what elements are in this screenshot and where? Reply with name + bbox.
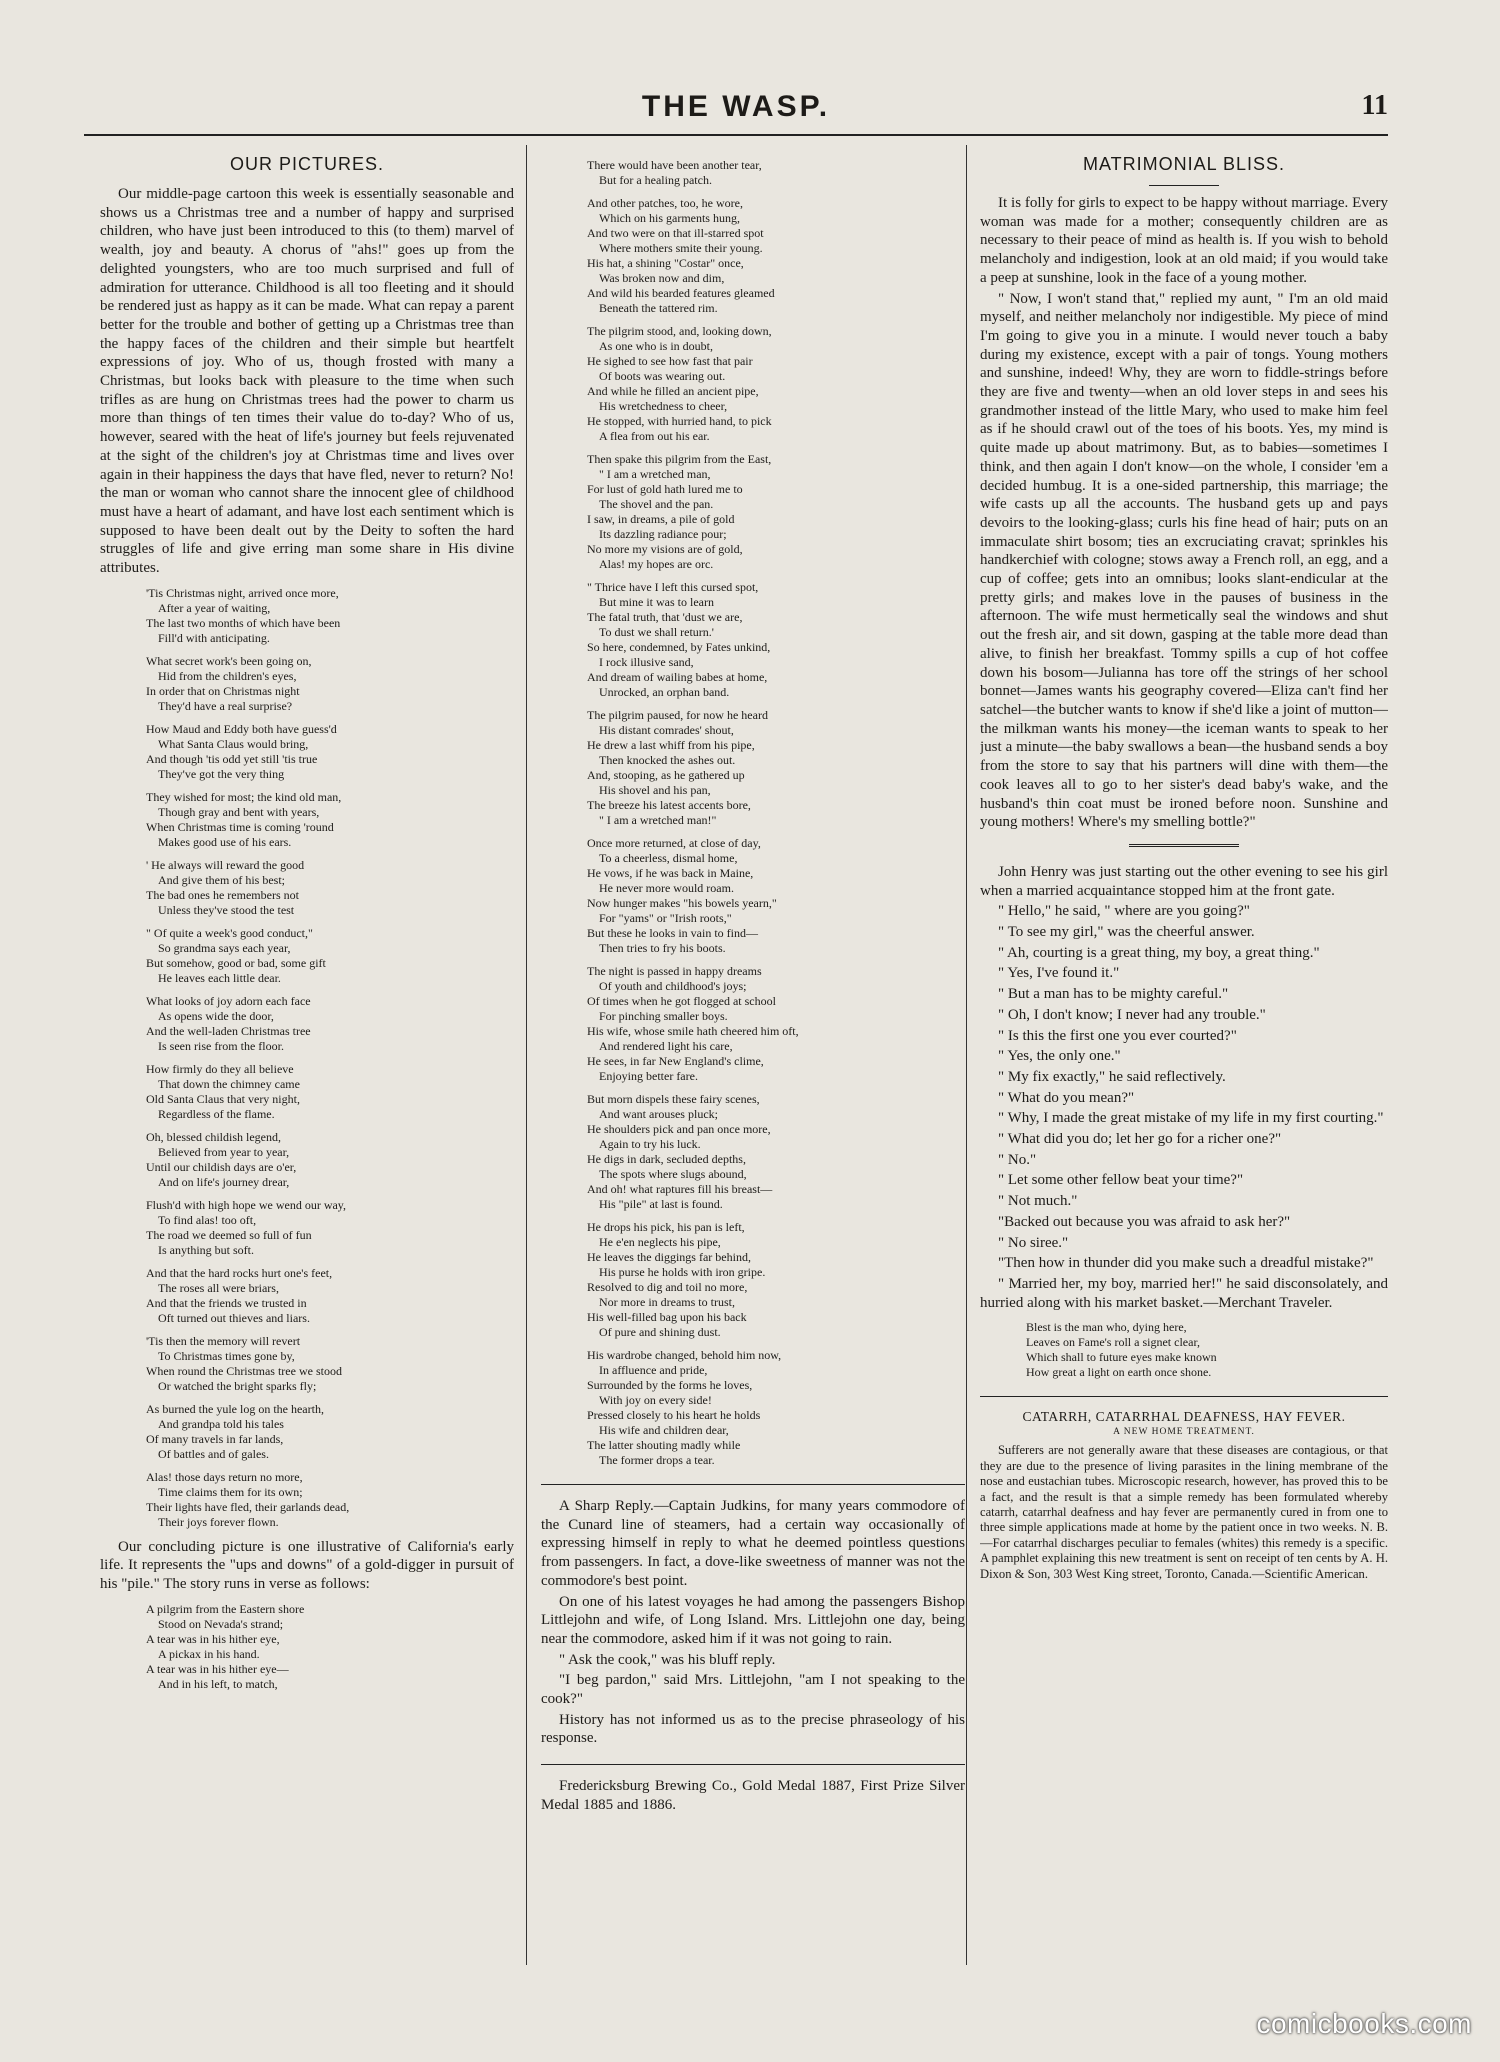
our-pictures-intro: Our middle-page cartoon this week is essentially seasonable and shows us a Christmas tree and a number of happy and surprised children, who have just been introduced to this (to them) marvel of wealth, joy and beauty. A chorus of "ahs!" goes up from the delighted youngsters, who are too much surprised and full of admiration for utterance. Childhood is all too fleeting and it should be rendered just as happy as it can be made. What can repay a parent better for the trouble and bother of getting up a Christmas tree than the happy faces of the children and their simple but heartfelt expressions of joy. Who of us, though frosted with many a Christmas, but looks back with pleasure to the time when such trifles as are hung on Christmas trees had the power to charm us more than things of ten times their value do to-day? Who of us, however, seared with the heat of life's journey but feels rejuvenated at the sight of the children's joy at Christmas time and lives over again in their happiness the days that have fled, never to return? No! the man or woman who cannot share the innocent glee of childhood must have a heart of adamant, and have lost each sentiment which is supposed to have been dealt out by the Deity to soften the hard struggles of life and give erring man some share in His divine attributes. [100, 186, 514, 577]
sharp-reply-para: " Ask the cook," was his bluff reply. [559, 1651, 776, 1668]
verse-line: Unless they've stood the test [158, 902, 295, 917]
verse-line: ' He always will reward the good [146, 857, 305, 872]
verse-line: " Thrice have I left this cursed spot, [587, 580, 759, 594]
verse-line: But these he looks in vain to find— [587, 926, 758, 940]
verse-line: To Christmas times gone by, [158, 1348, 295, 1363]
verse-line: To find alas! too oft, [158, 1212, 257, 1227]
verse-line: For lust of gold hath lured me to [587, 482, 743, 496]
column-1 [100, 150, 514, 1980]
stanza [587, 1220, 965, 1340]
verse-line: As burned the yule log on the hearth, [146, 1401, 324, 1416]
verse-line: His well-filled bag upon his back [587, 1310, 747, 1324]
stanza [587, 324, 965, 444]
stanza [146, 858, 514, 918]
matrimonial-para: " Now, I won't stand that," replied my aunt, " I'm an old maid myself, and neither melancholy nor indigestible. My piece of mind I'm going to give you in a minute. I would never touch a baby during my existence, except with a pair of tongs. Young mothers and sunshine, indeed! Why, they are worn to fiddle-strings before they are five and twenty—when an old lover steps in and sees his grandmother instead of the little Mary, who used to make him feel as if he should crawl out of the toes of his boots. Yes, my mind is quite made up about matrimony. But, as to babies—sometimes I think, and then again I don't know—on the whole, I consider 'em a decided humbug. It is a one-sided partnership, this marriage; the wife casts up all the accounts. The husband gets up and pays devoirs to the looking-glass; curls his fine head of hair; puts on an immaculate shirt bosom; ties an excruciating cravat; sprinkles his handkerchief with cologne; stows away a French roll, an egg, and a cup of coffee; gets into an omnibus; looks slant-endicular at the pretty girls; and makes love in the pauses of business in the afternoon. The wife must hermetically seal the windows and shut out the fresh air, and sit down, gasping at the table more dead than alive, to finish her breakfast. Tommy spills a cup of hot coffee down his bosom—Julianna has tore off the strings of her school bonnet—James wants his geography covered—Eliza can't find her satchel—the butcher wants to know if she'd like a joint of mutton—the milkman wants his money—the iceman wants to speak to her just a minute—the baby swallows a bean—the husband sends a boy from the store to say that his partners will dine with them—the cook leaves all to go to her sister's dead baby's wake, and the husband's thin coat must be ironed before noon. Sunshine and young mothers! Where's my smelling bottle?" [980, 290, 1388, 831]
verse-line: The pilgrim paused, for now he heard [587, 708, 768, 722]
stanza [587, 196, 965, 316]
verse-line: In order that on Christmas night [146, 683, 300, 698]
dialogue-line: " Hello," he said, " where are you going?" [998, 903, 1250, 920]
stanza [146, 1602, 514, 1692]
stanza [146, 1062, 514, 1122]
stanza [587, 708, 965, 828]
dialogue-line: " Ah, courting is a great thing, my boy, a great thing." [998, 944, 1320, 961]
verse-line: Old Santa Claus that very night, [146, 1091, 300, 1106]
verse-line: He digs in dark, secluded depths, [587, 1152, 746, 1166]
pilgrim-poem [541, 158, 965, 1468]
our-pictures-heading: OUR PICTURES. [229, 154, 384, 174]
verse-line: Of times when he got flogged at school [587, 994, 776, 1008]
dialogue-line: " My fix exactly," he said reflectively. [998, 1068, 1226, 1085]
verse-line: How firmly do they all believe [146, 1061, 294, 1076]
verse-line: Which on his garments hung, [599, 211, 740, 225]
verse-line: When Christmas time is coming 'round [146, 819, 334, 834]
dialogue-line: "Then how in thunder did you make such a dreadful mistake?" [998, 1255, 1374, 1272]
brewing-ad: Fredericksburg Brewing Co., Gold Medal 1887, First Prize Silver Medal 1885 and 1886. [541, 1778, 965, 1813]
verse-line: Where mothers smite their young. [599, 241, 763, 255]
verse-line: And while he filled an ancient pipe, [587, 384, 759, 398]
verse-line: When round the Christmas tree we stood [146, 1363, 342, 1378]
verse-line: And the well-laden Christmas tree [146, 1023, 311, 1038]
verse-line: They'd have a real surprise? [158, 698, 293, 713]
masthead [84, 84, 1388, 134]
verse-line: Now hunger makes "his bowels yearn," [587, 896, 777, 910]
verse-line: And two were on that ill-starred spot [587, 226, 764, 240]
verse-line: Blest is the man who, dying here, [1026, 1320, 1187, 1335]
dialogue-line: " Let some other fellow beat your time?" [998, 1172, 1244, 1189]
verse-line: 'Tis Christmas night, arrived once more, [146, 585, 339, 600]
dialogue-line: " No siree." [998, 1234, 1069, 1251]
verse-line: Unrocked, an orphan band. [599, 685, 730, 699]
sharp-reply-para: On one of his latest voyages he had among the passengers Bishop Littlejohn and wife, of Long Island. Mrs. Littlejohn one day, being near the commodore, asked him if it was not going to rain. [541, 1593, 965, 1647]
verse-line: In affluence and pride, [599, 1363, 708, 1377]
verse-line: Makes good use of his ears. [158, 834, 292, 849]
dialogue-line: " No." [998, 1151, 1037, 1168]
verse-line: The pilgrim stood, and, looking down, [587, 324, 772, 338]
dialogue-line: " Married her, my boy, married her!" he said disconsolately, and hurried along with his market basket.—Merchant Traveler. [980, 1275, 1388, 1311]
verse-line: And, stooping, as he gathered up [587, 768, 745, 782]
verse-line: A tear was in his hither eye, [146, 1631, 280, 1646]
section-rule [980, 1396, 1388, 1397]
stanza [146, 654, 514, 714]
verse-line: As opens wide the door, [158, 1008, 274, 1023]
verse-line: What Santa Claus would bring, [158, 736, 309, 751]
verse-line: His distant comrades' shout, [599, 723, 734, 737]
stanza [587, 158, 965, 188]
verse-line: And that the hard rocks hurt one's feet, [146, 1265, 333, 1280]
verse-line: And other patches, too, he wore, [587, 196, 743, 210]
heading-rule [1149, 185, 1219, 186]
verse-line: And want arouses pluck; [599, 1107, 718, 1121]
verse-line: He vows, if he was back in Maine, [587, 866, 754, 880]
stanza [587, 580, 965, 700]
verse-line: The latter shouting madly while [587, 1438, 741, 1452]
verse-line: A flea from out his ear. [599, 429, 710, 443]
verse-line: His wife, whose smile hath cheered him oft, [587, 1024, 799, 1038]
verse-line: Enjoying better fare. [599, 1069, 698, 1083]
verse-line: That down the chimney came [158, 1076, 300, 1091]
verse-line: Is anything but soft. [158, 1242, 254, 1257]
verse-line: But for a healing patch. [599, 173, 712, 187]
catarrh-body: Sufferers are not generally aware that these diseases are contagious, or that they are due to the presence of living parasites in the lining membrane of the nose and eustachian tubes. Microscopic research, however, has proved this to be a fact, and the result is that a simple remedy has been formulated whereby catarrh, catarrhal deafness and hay fever are permanently cured in from one to three simple applications made at home by the patient once in two weeks. N. B.—For catarrhal discharges peculiar to females (whites) this remedy is a specific. A pamphlet explaining this new treatment is sent on receipt of ten cents by A. H. Dixon & Son, 303 West King street, Toronto, Canada.—Scientific American. [980, 1443, 1388, 1581]
dialogue-line: " But a man has to be mighty careful." [998, 986, 1229, 1003]
verse-line: The breeze his latest accents bore, [587, 798, 751, 812]
verse-line: And in his left, to match, [158, 1676, 278, 1691]
verse-line: The former drops a tear. [599, 1453, 715, 1467]
verse-line: Hid from the children's eyes, [158, 668, 297, 683]
site-watermark: comicbooks.com [1256, 2008, 1472, 2039]
verse-line: And oh! what raptures fill his breast— [587, 1182, 773, 1196]
verse-line: The road we deemed so full of fun [146, 1227, 312, 1242]
verse-line: Alas! my hopes are orc. [599, 557, 714, 571]
verse-line: " Of quite a week's good conduct," [146, 925, 313, 940]
stanza [146, 1334, 514, 1394]
verse-line: Surrounded by the forms he loves, [587, 1378, 753, 1392]
verse-line: But somehow, good or bad, some gift [146, 955, 326, 970]
verse-line: Again to try his luck. [599, 1137, 701, 1151]
christmas-poem [100, 586, 514, 1530]
verse-line: Stood on Nevada's strand; [158, 1616, 284, 1631]
stanza [146, 1470, 514, 1530]
verse-line: How great a light on earth once shone. [1026, 1365, 1212, 1380]
verse-line: He sighed to see how fast that pair [587, 354, 753, 368]
verse-line: A pilgrim from the Eastern shore [146, 1601, 305, 1616]
verse-line: Flush'd with high hope we wend our way, [146, 1197, 347, 1212]
verse-line: Its dazzling radiance pour; [599, 527, 727, 541]
verse-line: They wished for most; the kind old man, [146, 789, 342, 804]
verse-line: Of pure and shining dust. [599, 1325, 721, 1339]
dialogue-line: " Yes, I've found it." [998, 965, 1120, 982]
verse-line: The fatal truth, that 'dust we are, [587, 610, 743, 624]
verse-line: The bad ones he remembers not [146, 887, 299, 902]
verse-line: Once more returned, at close of day, [587, 836, 761, 850]
verse-line: Then tries to fry his boots. [599, 941, 726, 955]
dialogue-line: "Backed out because you was afraid to ask her?" [998, 1213, 1291, 1230]
dialogue-line: " Is this the first one you ever courted?" [998, 1027, 1237, 1044]
stanza [587, 964, 965, 1084]
verse-line: Or watched the bright sparks fly; [158, 1378, 317, 1393]
verse-line: Of boots was wearing out. [599, 369, 726, 383]
blest-verse [1026, 1320, 1388, 1380]
verse-line: But mine it was to learn [599, 595, 714, 609]
verse-line: After a year of waiting, [158, 600, 271, 615]
verse-line: He drew a last whiff from his pipe, [587, 738, 755, 752]
verse-line: " I am a wretched man, [599, 467, 711, 481]
verse-line: He drops his pick, his pan is left, [587, 1220, 745, 1234]
verse-line: And give them of his best; [158, 872, 285, 887]
verse-line: Though gray and bent with years, [158, 804, 320, 819]
double-rule [1129, 844, 1239, 849]
page-number: 11 [1361, 90, 1388, 121]
verse-line: Their joys forever flown. [158, 1514, 279, 1529]
dialogue-line: " Why, I made the great mistake of my life in my first courting." [998, 1110, 1384, 1127]
verse-line: Time claims them for its own; [158, 1484, 303, 1499]
verse-line: For pinching smaller boys. [599, 1009, 728, 1023]
verse-line: Until our childish days are o'er, [146, 1159, 297, 1174]
verse-line: And dream of wailing babes at home, [587, 670, 768, 684]
verse-line: For "yams" or "Irish roots," [599, 911, 732, 925]
verse-line: So grandma says each year, [158, 940, 291, 955]
verse-line: His wretchedness to cheer, [599, 399, 728, 413]
verse-line: His hat, a shining "Costar" once, [587, 256, 744, 270]
verse-line: He leaves each little dear. [158, 970, 281, 985]
stanza [146, 586, 514, 646]
stanza [146, 790, 514, 850]
matrimonial-para: It is folly for girls to expect to be happy without marriage. Every woman was made for a mother; consequently children are as necessary to their peace of mind as health is. If you wish to behold melancholy and indigestion, look at an old maid; if you would take a peep at sunshine, look in the face of a young mother. [980, 195, 1388, 286]
verse-line: Their lights have fled, their garlands dead, [146, 1499, 350, 1514]
masthead-rule [84, 134, 1388, 136]
verse-line: And rendered light his care, [599, 1039, 733, 1053]
verse-line: Oh, blessed childish legend, [146, 1129, 281, 1144]
verse-line: 'Tis then the memory will revert [146, 1333, 301, 1348]
verse-line: No more my visions are of gold, [587, 542, 743, 556]
verse-line: What looks of joy adorn each face [146, 993, 311, 1008]
stanza [146, 722, 514, 782]
sharp-reply-para: A Sharp Reply.—Captain Judkins, for many years commodore of the Cunard line of steamers, had a certain way occasionally of expressing himself in reply to what he deemed pointless questions from passengers. In fact, a dove-like sweetness of manner was not the commodore's best point. [541, 1498, 965, 1589]
verse-line: I saw, in dreams, a pile of gold [587, 512, 735, 526]
verse-line: As one who is in doubt, [599, 339, 713, 353]
john-henry-dialogue [980, 863, 1388, 1312]
verse-line: Is seen rise from the floor. [158, 1038, 284, 1053]
verse-line: His wardrobe changed, behold him now, [587, 1348, 782, 1362]
verse-line: With joy on every side! [599, 1393, 712, 1407]
verse-line: He never more would roam. [599, 881, 734, 895]
dialogue-line: " Not much." [998, 1193, 1078, 1210]
matrimonial-bliss-heading: MATRIMONIAL BLISS. [1082, 154, 1286, 174]
sharp-reply-para: "I beg pardon," said Mrs. Littlejohn, "am I not speaking to the cook?" [541, 1672, 965, 1708]
verse-line: He leaves the diggings far behind, [587, 1250, 751, 1264]
stanza [146, 1198, 514, 1258]
dialogue-line: " To see my girl," was the cheerful answer. [998, 924, 1255, 941]
section-rule [541, 1484, 965, 1485]
verse-line: The last two months of which have been [146, 615, 341, 630]
verse-line: " I am a wretched man!" [599, 813, 717, 827]
pilgrim-poem-start [100, 1602, 514, 1692]
verse-line: To a cheerless, dismal home, [599, 851, 738, 865]
verse-line: He sees, in far New England's clime, [587, 1054, 764, 1068]
verse-line: Beneath the tattered rim. [599, 301, 718, 315]
verse-line: Nor more in dreams to trust, [599, 1295, 735, 1309]
newspaper-title: THE WASP. [641, 90, 831, 123]
verse-line: His purse he holds with iron gripe. [599, 1265, 766, 1279]
verse-line: Fill'd with anticipating. [158, 630, 270, 645]
catarrh-heading: CATARRH, CATARRHAL DEAFNESS, HAY FEVER. [1022, 1409, 1346, 1425]
verse-line: Pressed closely to his heart he holds [587, 1408, 761, 1422]
verse-line: Resolved to dig and toil no more, [587, 1280, 748, 1294]
verse-line: To dust we shall return.' [599, 625, 714, 639]
verse-line: Of youth and childhood's joys; [599, 979, 747, 993]
verse-line: Believed from year to year, [158, 1144, 290, 1159]
verse-line: Which shall to future eyes make known [1026, 1350, 1217, 1365]
stanza [587, 1348, 965, 1468]
verse-line: Then spake this pilgrim from the East, [587, 452, 772, 466]
verse-line: A pickax in his hand. [158, 1646, 260, 1661]
verse-line: Regardless of the flame. [158, 1106, 275, 1121]
verse-line: He shoulders pick and pan once more, [587, 1122, 771, 1136]
verse-line: And though 'tis odd yet still 'tis true [146, 751, 318, 766]
verse-line: Then knocked the ashes out. [599, 753, 736, 767]
verse-line: I rock illusive sand, [599, 655, 694, 669]
verse-line: But morn dispels these fairy scenes, [587, 1092, 760, 1106]
verse-line: The roses all were briars, [158, 1280, 279, 1295]
verse-line: The shovel and the pan. [599, 497, 714, 511]
verse-line: So here, condemned, by Fates unkind, [587, 640, 771, 654]
verse-line: Oft turned out thieves and liars. [158, 1310, 310, 1325]
stanza [146, 994, 514, 1054]
verse-line: His wife and children dear, [599, 1423, 729, 1437]
dialogue-line: " What do you mean?" [998, 1089, 1135, 1106]
dialogue-line: " What did you do; let her go for a richer one?" [998, 1131, 1282, 1148]
verse-line: And on life's journey drear, [158, 1174, 290, 1189]
stanza [146, 1130, 514, 1190]
verse-line: The spots where slugs abound, [599, 1167, 747, 1181]
verse-line: They've got the very thing [158, 766, 285, 781]
column-2 [541, 150, 965, 1980]
column-3 [980, 150, 1388, 1980]
verse-line: And grandpa told his tales [158, 1416, 284, 1431]
verse-line: Was broken now and dim, [599, 271, 725, 285]
stanza [146, 1402, 514, 1462]
our-pictures-outro: Our concluding picture is one illustrative of California's early life. It represents the "ups and downs" of a gold-digger in pursuit of his "pile." The story runs in verse as follows: [100, 1538, 514, 1593]
section-rule [541, 1764, 965, 1765]
column-divider [526, 145, 527, 1965]
verse-line: He e'en neglects his pipe, [599, 1235, 721, 1249]
column-divider [966, 145, 967, 1965]
catarrh-subheading: A NEW HOME TREATMENT. [1113, 1427, 1255, 1438]
stanza [146, 1266, 514, 1326]
stanza [587, 836, 965, 956]
verse-line: Of many travels in far lands, [146, 1431, 284, 1446]
dialogue-line: " Oh, I don't know; I never had any trouble." [998, 1006, 1266, 1023]
stanza [587, 1092, 965, 1212]
verse-line: Of battles and of gales. [158, 1446, 269, 1461]
verse-line: The night is passed in happy dreams [587, 964, 762, 978]
verse-line: And that the friends we trusted in [146, 1295, 307, 1310]
verse-line: And wild his bearded features gleamed [587, 286, 775, 300]
sharp-reply-para: History has not informed us as to the precise phraseology of his response. [541, 1711, 965, 1747]
stanza [587, 452, 965, 572]
verse-line: A tear was in his hither eye— [146, 1661, 289, 1676]
verse-line: He stopped, with hurried hand, to pick [587, 414, 772, 428]
verse-line: There would have been another tear, [587, 158, 762, 172]
verse-line: His "pile" at last is found. [599, 1197, 723, 1211]
verse-line: His shovel and his pan, [599, 783, 711, 797]
verse-line: Alas! those days return no more, [146, 1469, 303, 1484]
verse-line: How Maud and Eddy both have guess'd [146, 721, 337, 736]
verse-line: What secret work's been going on, [146, 653, 312, 668]
dialogue-line: John Henry was just starting out the other evening to see his girl when a married acquaintance stopped him at the front gate. [980, 863, 1388, 899]
stanza [146, 926, 514, 986]
dialogue-line: " Yes, the only one." [998, 1048, 1121, 1065]
verse-line: Leaves on Fame's roll a signet clear, [1026, 1335, 1200, 1350]
